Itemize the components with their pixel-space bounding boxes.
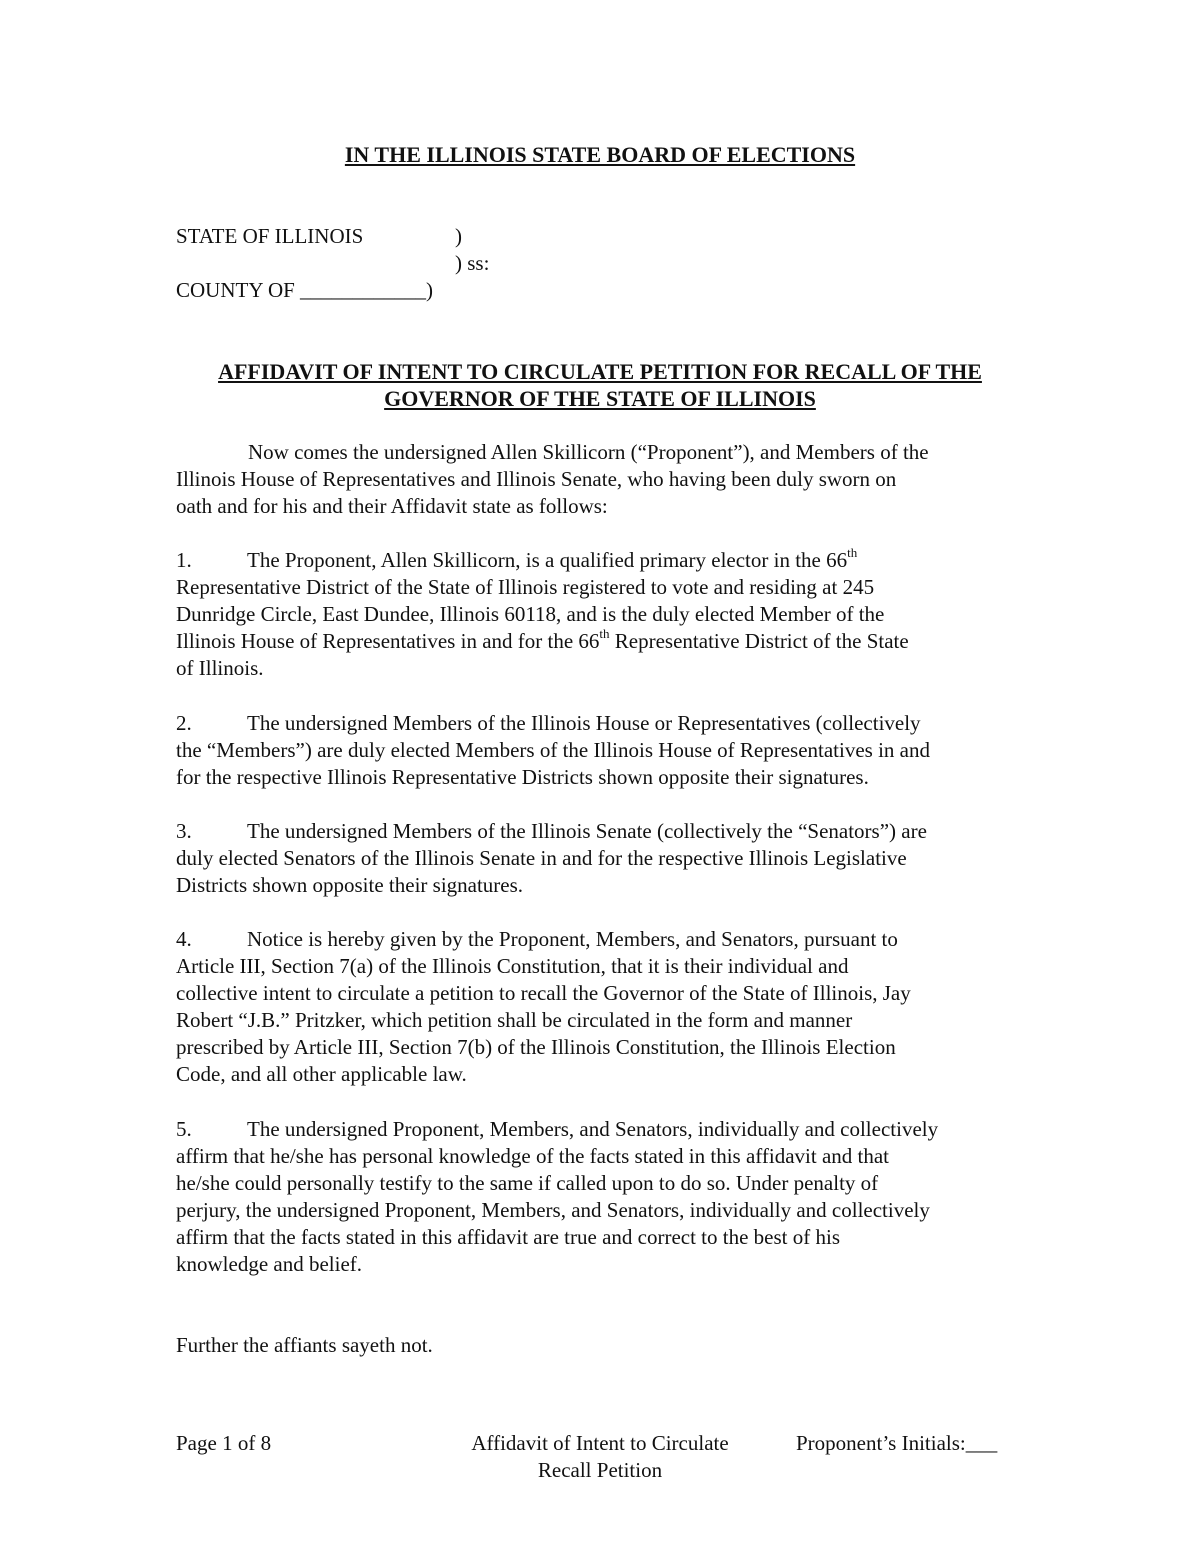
caption-ss: ) ss: bbox=[455, 251, 490, 275]
paragraph-4 bbox=[176, 926, 1026, 1088]
para-line: Representative District of the State bbox=[609, 629, 909, 653]
para-line: The undersigned Proponent, Members, and Senators, individually and collectively bbox=[247, 1117, 939, 1141]
paragraph-number: 3. bbox=[176, 819, 192, 843]
intro-line: oath and for his and their Affidavit state as follows: bbox=[176, 494, 608, 518]
para-line: prescribed by Article III, Section 7(b) of the Illinois Constitution, the Illinois Election bbox=[176, 1035, 896, 1059]
intro-paragraph bbox=[176, 439, 1026, 520]
proponent-initials: Proponent’s Initials:___ bbox=[796, 1431, 998, 1455]
paragraph-2 bbox=[176, 710, 1026, 791]
para-line: Illinois House of Representatives in and for the 66 bbox=[176, 629, 600, 653]
court-heading-text: IN THE ILLINOIS STATE BOARD OF ELECTIONS bbox=[344, 142, 856, 167]
para-line: Robert “J.B.” Pritzker, which petition shall be circulated in the form and manner bbox=[176, 1008, 853, 1032]
title-line-1: AFFIDAVIT OF INTENT TO CIRCULATE PETITION FOR RECALL OF THE bbox=[218, 359, 982, 384]
para-line: for the respective Illinois Representative Districts shown opposite their signatures. bbox=[176, 765, 869, 789]
para-line: Representative District of the State of Illinois registered to vote and residing at 245 bbox=[176, 575, 875, 599]
para-line: Notice is hereby given by the Proponent, Members, and Senators, pursuant to bbox=[247, 927, 898, 951]
caption-paren: ) bbox=[455, 224, 462, 248]
para-line: the “Members”) are duly elected Members of the Illinois House of Representatives in and bbox=[176, 738, 931, 762]
title-line-2: GOVERNOR OF THE STATE OF ILLINOIS bbox=[384, 386, 816, 411]
para-line: Districts shown opposite their signatures. bbox=[176, 873, 524, 897]
intro-line: Illinois House of Representatives and Illinois Senate, who having been duly sworn on bbox=[176, 467, 897, 491]
para-line: The Proponent, Allen Skillicorn, is a qualified primary elector in the 66 bbox=[247, 548, 848, 572]
page-number: Page 1 of 8 bbox=[176, 1431, 272, 1455]
paragraph-3 bbox=[176, 818, 1026, 899]
para-line: Code, and all other applicable law. bbox=[176, 1062, 467, 1086]
footer-title-line: Recall Petition bbox=[537, 1458, 663, 1482]
para-line: duly elected Senators of the Illinois Senate in and for the respective Illinois Legislative bbox=[176, 846, 907, 870]
footer-title-line: Affidavit of Intent to Circulate bbox=[471, 1431, 729, 1455]
paragraph-number: 5. bbox=[176, 1117, 192, 1141]
para-line: knowledge and belief. bbox=[176, 1252, 363, 1276]
para-line: affirm that he/she has personal knowledge of the facts stated in this affidavit and that bbox=[176, 1144, 890, 1168]
caption-state: STATE OF ILLINOIS bbox=[176, 224, 364, 248]
caption-county: COUNTY OF ____________) bbox=[176, 278, 434, 302]
para-line: he/she could personally testify to the same if called upon to do so. Under penalty of bbox=[176, 1171, 879, 1195]
paragraph-number: 2. bbox=[176, 711, 192, 735]
paragraph-5 bbox=[176, 1116, 1026, 1278]
ordinal-suffix: th bbox=[847, 545, 858, 560]
court-heading bbox=[0, 141, 1200, 169]
para-line: Dunridge Circle, East Dundee, Illinois 60118, and is the duly elected Member of the bbox=[176, 602, 885, 626]
intro-line: Now comes the undersigned Allen Skillicorn (“Proponent”), and Members of the bbox=[248, 440, 929, 464]
para-line: affirm that the facts stated in this affidavit are true and correct to the best of his bbox=[176, 1225, 840, 1249]
para-line: perjury, the undersigned Proponent, Members, and Senators, individually and collectively bbox=[176, 1198, 930, 1222]
footer-document-title bbox=[440, 1430, 760, 1484]
paragraph-number: 1. bbox=[176, 548, 192, 572]
paragraph-1 bbox=[176, 547, 1026, 682]
closing-statement: Further the affiants sayeth not. bbox=[176, 1333, 433, 1357]
para-line: The undersigned Members of the Illinois House or Representatives (collectively bbox=[247, 711, 921, 735]
para-line: collective intent to circulate a petition to recall the Governor of the State of Illinois, Jay bbox=[176, 981, 911, 1005]
paragraph-number: 4. bbox=[176, 927, 192, 951]
ordinal-suffix: th bbox=[599, 626, 610, 641]
para-line: The undersigned Members of the Illinois Senate (collectively the “Senators”) are bbox=[247, 819, 927, 843]
para-line: of Illinois. bbox=[176, 656, 264, 680]
para-line: Article III, Section 7(a) of the Illinois Constitution, that it is their individual and bbox=[176, 954, 849, 978]
document-title bbox=[150, 358, 1050, 412]
